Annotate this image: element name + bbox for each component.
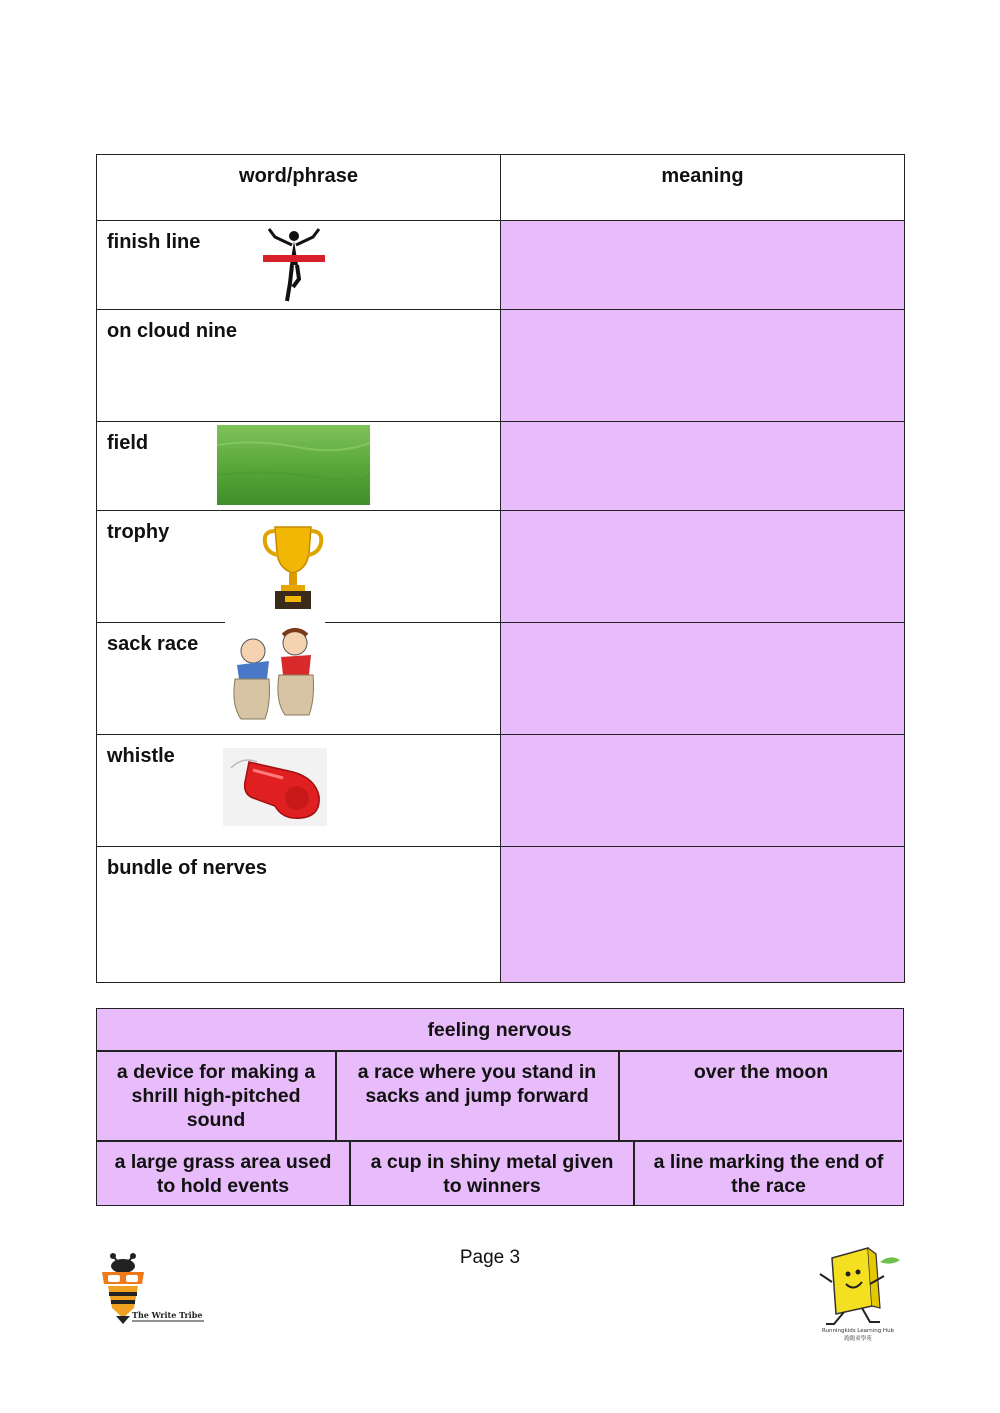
answer-card[interactable]: a device for making a shrill high-pitched sound [116, 1061, 316, 1131]
answer-bank [96, 1008, 904, 1206]
table-row [97, 221, 905, 310]
meaning-cell[interactable] [501, 422, 905, 511]
table-row [97, 847, 905, 983]
header-word-phrase: word/phrase [97, 155, 501, 221]
answer-card[interactable]: over the moon [693, 1061, 829, 1083]
word-label: bundle of nerves [107, 857, 268, 879]
word-cell [97, 847, 501, 983]
runner-finish-icon [263, 227, 325, 303]
meaning-cell[interactable] [501, 847, 905, 983]
answer-card[interactable]: feeling nervous [427, 1019, 572, 1041]
word-label: finish line [107, 231, 201, 253]
write-tribe-logo-text: The Write Tribe [132, 1310, 203, 1320]
meaning-cell[interactable] [501, 221, 905, 310]
header-meaning: meaning [501, 155, 905, 221]
word-cell [97, 511, 501, 623]
write-tribe-logo [98, 1250, 206, 1330]
word-cell [97, 221, 501, 310]
meaning-cell[interactable] [501, 511, 905, 623]
answer-card[interactable]: a large grass area used to hold events [114, 1151, 332, 1197]
word-cell [97, 422, 501, 511]
word-label: on cloud nine [107, 320, 237, 342]
sack-race-icon [225, 621, 325, 725]
whistle-icon [223, 748, 327, 826]
word-cell [97, 623, 501, 735]
table-row [97, 422, 905, 511]
answer-card[interactable]: a race where you stand in sacks and jump forward [357, 1061, 597, 1107]
word-label: field [107, 432, 149, 454]
word-label: trophy [107, 521, 170, 543]
table-row [97, 310, 905, 422]
word-label: sack race [107, 633, 199, 655]
word-cell [97, 310, 501, 422]
trophy-icon [261, 523, 325, 613]
table-header-row [97, 155, 905, 221]
word-cell [97, 735, 501, 847]
table-row [97, 623, 905, 735]
word-label: whistle [107, 745, 175, 767]
table-row [97, 511, 905, 623]
page-number: Page 3 [459, 1247, 521, 1268]
meaning-cell[interactable] [501, 623, 905, 735]
vocabulary-table [96, 154, 905, 983]
meaning-cell[interactable] [501, 735, 905, 847]
runningkids-logo-text: Runningkids Learning Hub [821, 1328, 895, 1334]
meaning-cell[interactable] [501, 310, 905, 422]
runningkids-logo [810, 1244, 906, 1344]
answer-card[interactable]: a cup in shiny metal given to winners [370, 1151, 614, 1197]
grass-field-icon [217, 425, 370, 505]
runningkids-logo-chinese-text: 跑跑童學苑 [844, 1336, 872, 1342]
table-row [97, 735, 905, 847]
answer-card[interactable]: a line marking the end of the race [653, 1151, 884, 1197]
